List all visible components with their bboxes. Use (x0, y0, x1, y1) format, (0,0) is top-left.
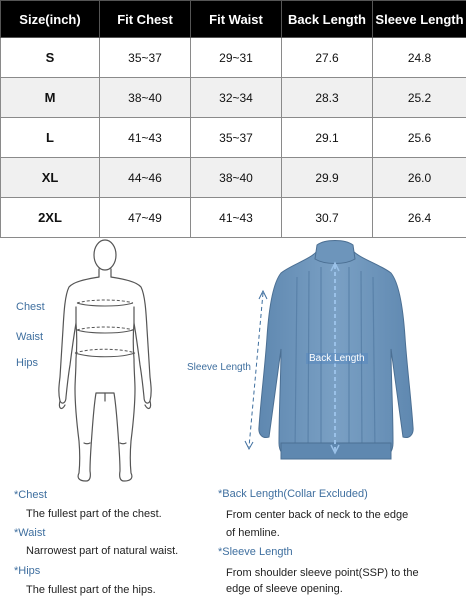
cell-size: S (1, 38, 100, 78)
cell-waist: 38~40 (191, 158, 282, 198)
cell-sleeve-length: 26.0 (373, 158, 466, 198)
measurement-illustration (0, 237, 466, 598)
chest-label: Chest (16, 301, 45, 313)
header-size: Size(inch) (1, 1, 100, 38)
cell-waist: 29~31 (191, 38, 282, 78)
cell-back-length: 28.3 (282, 78, 373, 118)
header-back-length: Back Length (282, 1, 373, 38)
cell-size: XL (1, 158, 100, 198)
cell-back-length: 27.6 (282, 38, 373, 78)
cell-back-length: 29.9 (282, 158, 373, 198)
header-sleeve-length: Sleeve Length (373, 1, 466, 38)
cell-chest: 44~46 (100, 158, 191, 198)
table-row (1, 118, 466, 158)
sleeve-length-definition-line1: From shoulder sleeve point(SSP) to the (226, 567, 419, 579)
cell-sleeve-length: 25.2 (373, 78, 466, 118)
cell-waist: 32~34 (191, 78, 282, 118)
waist-definition-title: *Waist (14, 527, 46, 539)
header-fit-chest: Fit Chest (100, 1, 191, 38)
cell-chest: 35~37 (100, 38, 191, 78)
cell-chest: 47~49 (100, 198, 191, 238)
cell-chest: 38~40 (100, 78, 191, 118)
cell-back-length: 30.7 (282, 198, 373, 238)
back-length-definition-title: *Back Length(Collar Excluded) (218, 488, 368, 500)
back-length-definition-line2: of hemline. (226, 527, 280, 539)
table-row (1, 198, 466, 238)
hips-definition-title: *Hips (14, 565, 41, 577)
sleeve-length-label: Sleeve Length (187, 362, 251, 373)
hips-definition-text: The fullest part of the hips. (26, 584, 156, 596)
cell-waist: 35~37 (191, 118, 282, 158)
size-chart-table (0, 0, 466, 238)
body-outline-icon (30, 237, 180, 485)
cell-back-length: 29.1 (282, 118, 373, 158)
cell-size: 2XL (1, 198, 100, 238)
cell-chest: 41~43 (100, 118, 191, 158)
table-row (1, 38, 466, 78)
table-row (1, 158, 466, 198)
hips-label: Hips (16, 357, 39, 369)
sleeve-length-definition-title: *Sleeve Length (218, 546, 293, 558)
back-length-definition-line1: From center back of neck to the edge (226, 509, 409, 521)
table-header-row (1, 1, 466, 38)
cell-waist: 41~43 (191, 198, 282, 238)
chest-definition-title: *Chest (14, 489, 48, 501)
header-fit-waist: Fit Waist (191, 1, 282, 38)
cell-size: M (1, 78, 100, 118)
cell-size: L (1, 118, 100, 158)
cell-sleeve-length: 26.4 (373, 198, 466, 238)
sleeve-length-definition-line2: edge of sleeve opening. (226, 583, 343, 595)
chest-definition-text: The fullest part of the chest. (26, 508, 162, 520)
back-length-label: Back Length (306, 353, 368, 364)
cell-sleeve-length: 24.8 (373, 38, 466, 78)
cell-sleeve-length: 25.6 (373, 118, 466, 158)
table-row (1, 78, 466, 118)
waist-label: Waist (16, 331, 44, 343)
waist-definition-text: Narrowest part of natural waist. (26, 545, 179, 557)
